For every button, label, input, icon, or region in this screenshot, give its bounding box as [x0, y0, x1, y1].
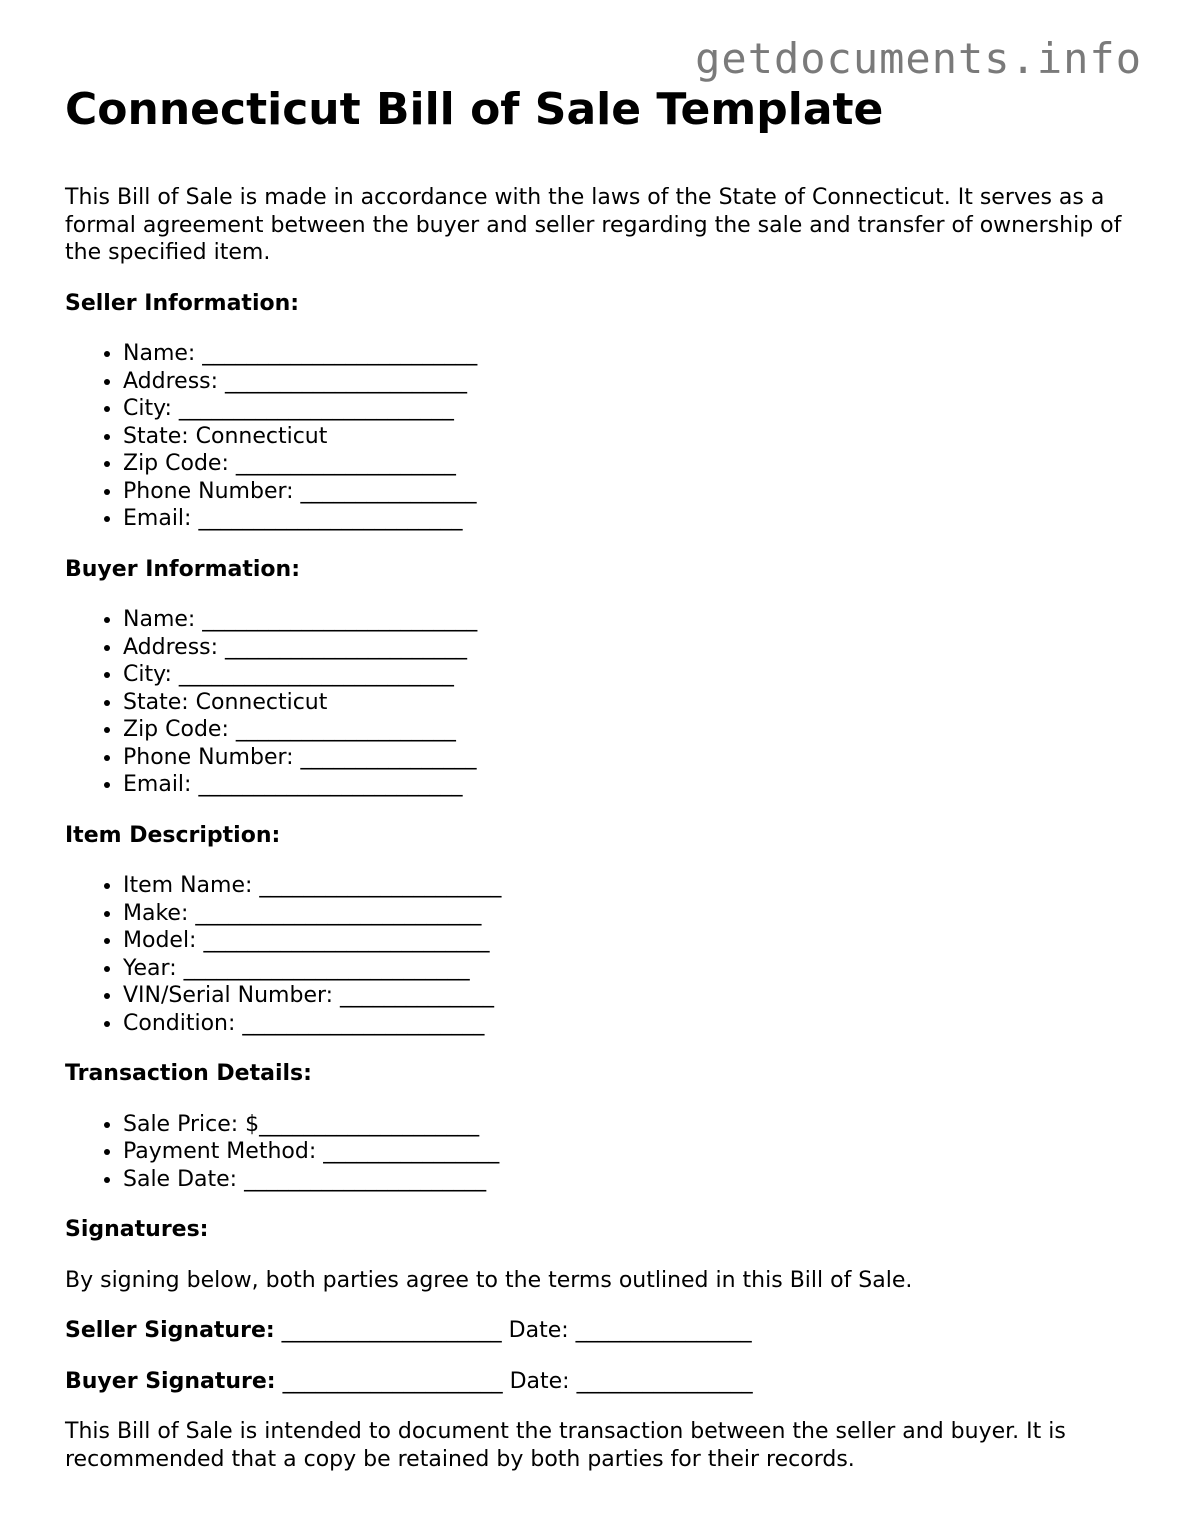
page-title: Connecticut Bill of Sale Template	[65, 84, 884, 135]
seller-city-field: • City: _________________________	[123, 395, 1125, 423]
item-condition-field: • Condition: ______________________	[123, 1010, 1125, 1038]
intro-paragraph: This Bill of Sale is made in accordance with the laws of the State of Connecticut. It serves as a formal agreement between the buyer and seller regarding the sale and transfer of ownership of the specified item.	[65, 185, 1122, 265]
buyer-heading: Buyer Information:	[65, 556, 300, 582]
seller-email-field: • Email: ________________________	[123, 505, 1125, 533]
closing-paragraph: This Bill of Sale is intended to document the transaction between the seller and buyer. It is recommended that a copy be retained by both parties for their records.	[65, 1419, 1066, 1472]
seller-zip-field: • Zip Code: ____________________	[123, 450, 1125, 478]
seller-heading: Seller Information:	[65, 290, 300, 316]
signatures-statement: By signing below, both parties agree to the terms outlined in this Bill of Sale.	[65, 1267, 913, 1293]
payment-method-field: • Payment Method: ________________	[123, 1138, 1125, 1166]
sale-date-field: • Sale Date: ______________________	[123, 1166, 1125, 1194]
seller-signature-blank: ____________________ Date: ________________	[281, 1318, 752, 1343]
item-year-field: • Year: __________________________	[123, 955, 1125, 983]
seller-name-field: • Name: _________________________	[123, 340, 1125, 368]
buyer-address-field: • Address: ______________________	[123, 634, 1125, 662]
seller-list	[65, 340, 1125, 533]
seller-state-field: • State: Connecticut	[123, 423, 1125, 451]
item-heading: Item Description:	[65, 822, 281, 848]
buyer-state-field: • State: Connecticut	[123, 689, 1125, 717]
buyer-name-field: • Name: _________________________	[123, 606, 1125, 634]
watermark-text: getdocuments.info	[695, 34, 1142, 83]
item-list	[65, 872, 1125, 1037]
seller-address-field: • Address: ______________________	[123, 368, 1125, 396]
item-vin-field: • VIN/Serial Number: ______________	[123, 982, 1125, 1010]
seller-signature-line	[65, 1317, 1125, 1345]
transaction-heading: Transaction Details:	[65, 1061, 312, 1086]
sale-price-field: • Sale Price: $____________________	[123, 1111, 1125, 1139]
buyer-signature-label: Buyer Signature:	[65, 1368, 276, 1394]
buyer-signature-blank: ____________________ Date: ________________	[282, 1368, 753, 1394]
item-name-field: • Item Name: ______________________	[123, 872, 1125, 900]
buyer-signature-line	[65, 1368, 1125, 1396]
transaction-list	[65, 1111, 1125, 1194]
seller-phone-field: • Phone Number: ________________	[123, 478, 1125, 506]
document-body	[65, 82, 1125, 1496]
buyer-email-field: • Email: ________________________	[123, 771, 1125, 799]
buyer-zip-field: • Zip Code: ____________________	[123, 716, 1125, 744]
signatures-heading: Signatures:	[65, 1217, 209, 1242]
seller-signature-label: Seller Signature:	[65, 1318, 275, 1343]
item-model-field: • Model: __________________________	[123, 927, 1125, 955]
item-make-field: • Make: __________________________	[123, 900, 1125, 928]
buyer-list	[65, 606, 1125, 799]
buyer-city-field: • City: _________________________	[123, 661, 1125, 689]
buyer-phone-field: • Phone Number: ________________	[123, 744, 1125, 772]
